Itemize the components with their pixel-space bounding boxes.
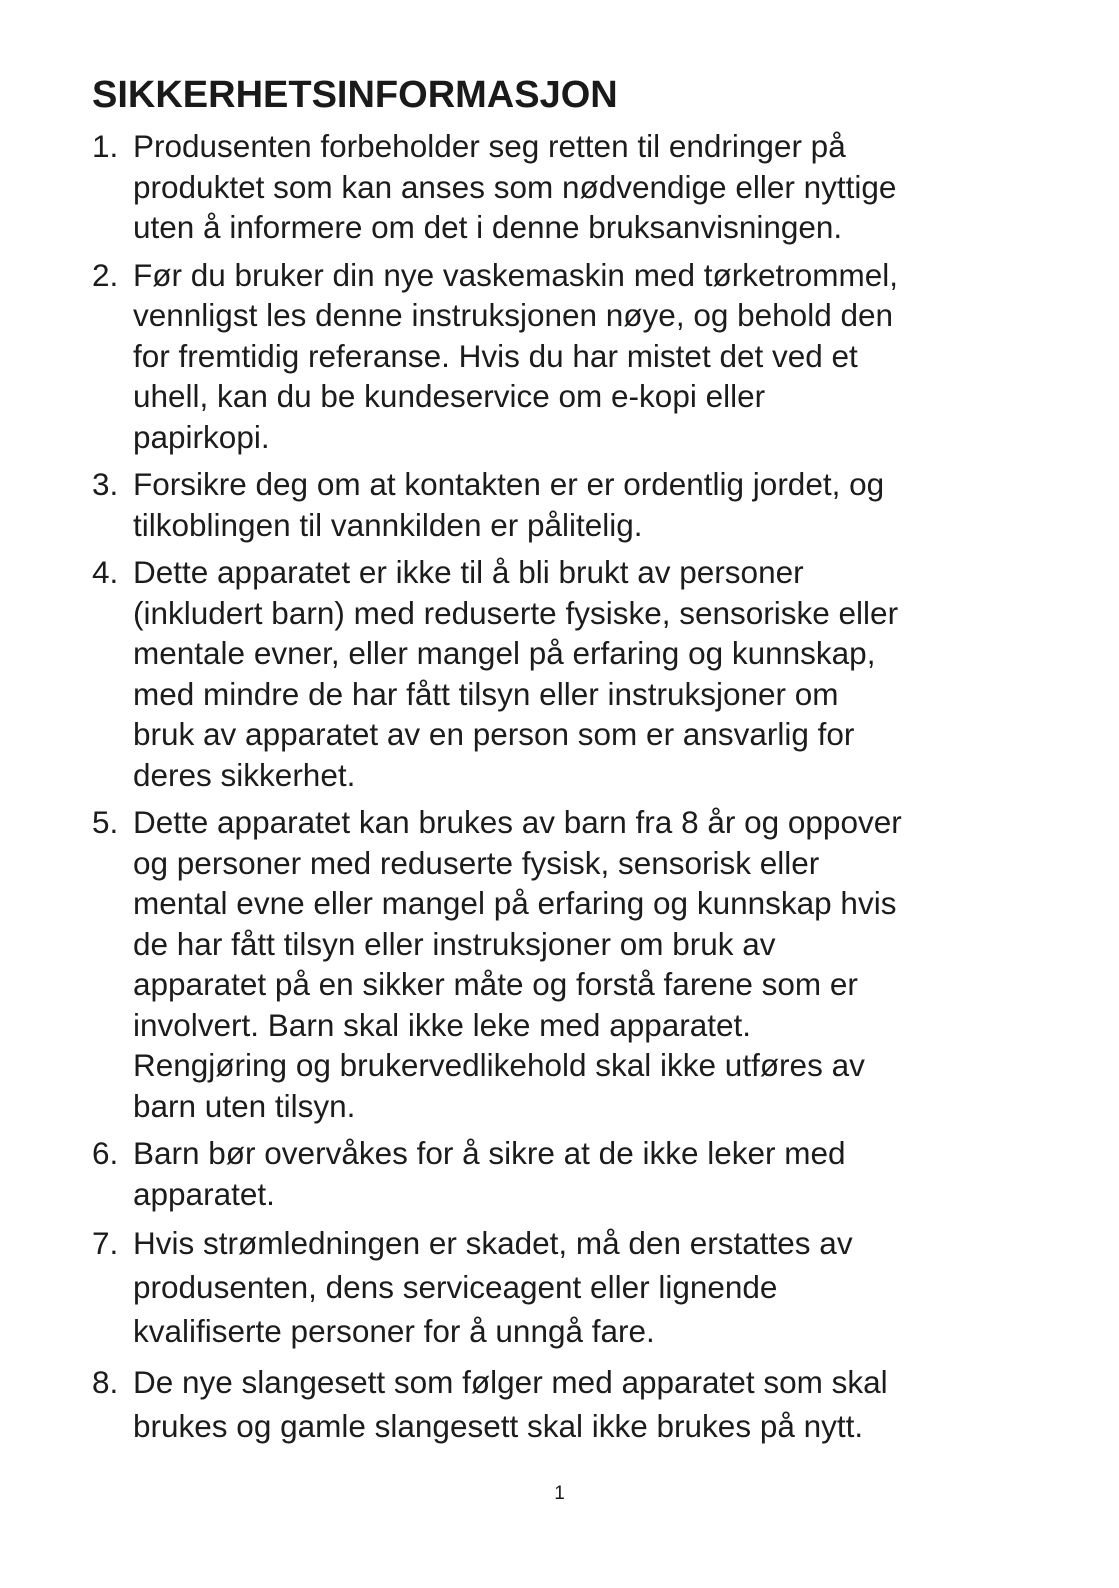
text-line: brukes og gamle slangesett skal ikke brukes på nytt.	[133, 1408, 864, 1444]
text-line: Produsenten forbeholder seg retten til endringer på	[133, 128, 846, 164]
list-item	[92, 126, 1052, 248]
item-text	[133, 464, 1052, 545]
item-number: 5.	[92, 804, 119, 840]
item-text	[133, 1133, 1052, 1214]
item-number: 8.	[92, 1364, 119, 1400]
text-line: kvalifiserte personer for å unngå fare.	[133, 1313, 655, 1349]
text-line: Barn bør overvåkes for å sikre at de ikke leker med	[133, 1135, 846, 1171]
text-line: apparatet på en sikker måte og forstå farene som er	[133, 966, 858, 1002]
item-text	[133, 802, 1052, 1126]
text-line: mentale evner, eller mangel på erfaring og kunnskap,	[133, 635, 876, 671]
text-line: uten å informere om det i denne bruksanvisningen.	[133, 209, 843, 245]
text-line: Dette apparatet er ikke til å bli brukt av personer	[133, 554, 804, 590]
text-line: produsenten, dens serviceagent eller lignende	[133, 1269, 778, 1305]
item-number: 4.	[92, 554, 119, 590]
item-number: 2.	[92, 256, 119, 293]
text-line: og personer med reduserte fysisk, sensorisk eller	[133, 844, 820, 881]
item-text	[133, 552, 1052, 795]
text-line: Forsikre deg om at kontakten er er ordentlig jordet, og	[133, 466, 885, 502]
text-line: bruk av apparatet av en person som er ansvarlig for	[133, 716, 855, 752]
text-line: for fremtidig referanse. Hvis du har mistet det ved et	[133, 337, 858, 374]
item-number: 3.	[92, 466, 119, 502]
text-line: Hvis strømledningen er skadet, må den erstattes av	[133, 1225, 853, 1261]
text-line: tilkoblingen til vannkilden er pålitelig.	[133, 506, 643, 543]
text-line: barn uten tilsyn.	[133, 1087, 356, 1124]
text-line: De nye slangesett som følger med apparatet som skal	[133, 1364, 888, 1400]
list-item	[92, 1133, 1052, 1214]
item-number: 7.	[92, 1225, 119, 1261]
text-line: apparatet.	[133, 1175, 275, 1212]
list-item	[92, 552, 1052, 795]
text-line: papirkopi.	[133, 418, 270, 455]
item-text	[133, 1221, 1052, 1353]
item-number: 1.	[92, 128, 119, 164]
item-text	[133, 1360, 1052, 1448]
list-item	[92, 802, 1052, 1126]
text-line: uhell, kan du be kundeservice om e-kopi eller	[133, 378, 766, 414]
text-line: produktet som kan anses som nødvendige eller nyttige	[133, 168, 897, 205]
text-line: mental evne eller mangel på erfaring og kunnskap hvis	[133, 885, 897, 921]
text-line: Før du bruker din nye vaskemaskin med tørketrommel,	[133, 256, 898, 293]
safety-list	[92, 126, 1052, 1448]
list-item	[92, 255, 1052, 458]
item-text	[133, 255, 1052, 458]
text-line: Rengjøring og brukervedlikehold skal ikke utføres av	[133, 1047, 865, 1083]
page-number: 1	[554, 1483, 565, 1504]
text-line: med mindre de har fått tilsyn eller instruksjoner om	[133, 675, 839, 712]
text-line: vennligst les denne instruksjonen nøye, og behold den	[133, 297, 894, 333]
item-number: 6.	[92, 1135, 119, 1171]
item-text	[133, 126, 1052, 248]
text-line: deres sikkerhet.	[133, 756, 356, 793]
list-item	[92, 464, 1052, 545]
document-page	[92, 72, 1052, 1455]
list-item	[92, 1221, 1052, 1353]
text-line: de har fått tilsyn eller instruksjoner om bruk av	[133, 925, 776, 962]
text-line: Dette apparatet kan brukes av barn fra 8 år og oppover	[133, 804, 902, 840]
list-item	[92, 1360, 1052, 1448]
text-line: involvert. Barn skal ikke leke med apparatet.	[133, 1006, 752, 1043]
page-title: SIKKERHETSINFORMASJON	[92, 74, 618, 116]
text-line: (inkludert barn) med reduserte fysiske, sensoriske eller	[133, 594, 899, 631]
